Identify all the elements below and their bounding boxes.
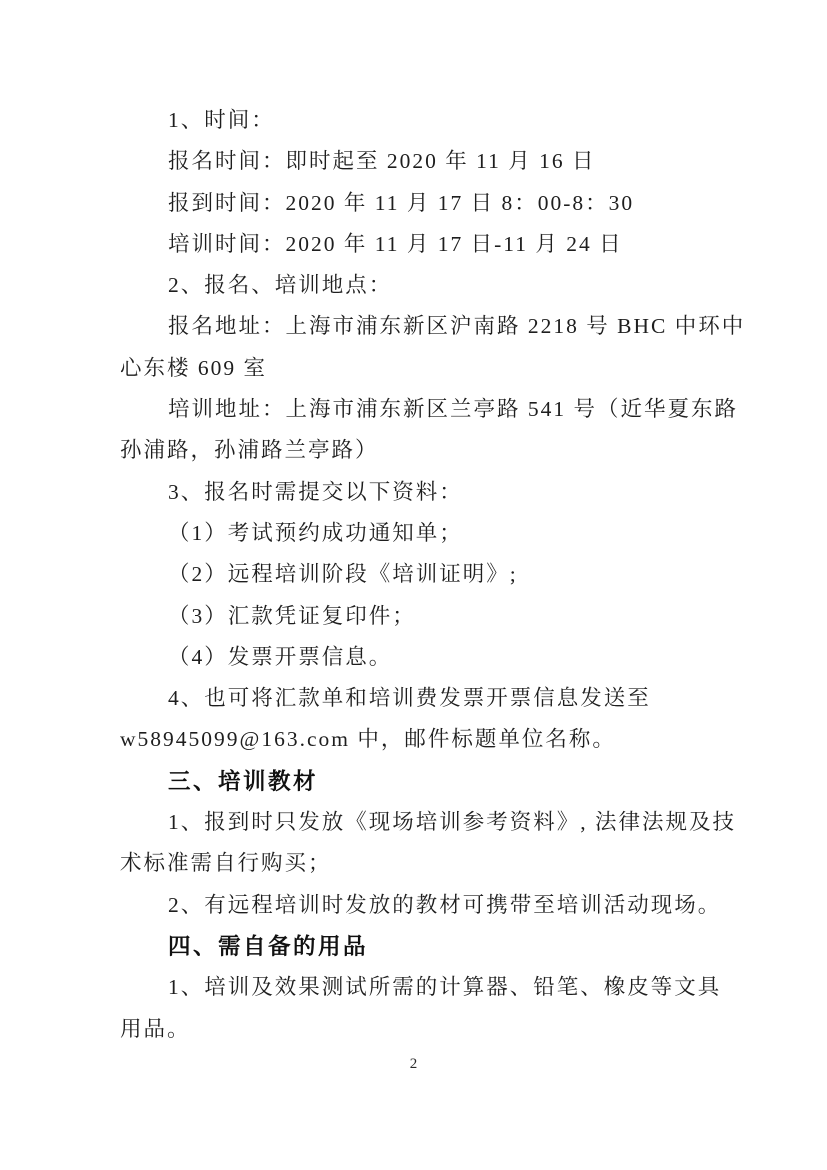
section-heading-training-materials: 三、培训教材 [168, 768, 319, 794]
line-checkin-time: 报到时间：2020 年 11 月 17 日 8：00-8：30 [168, 190, 635, 215]
line-required-document-4: （4）发票开票信息。 [168, 644, 393, 669]
line-training-address-2: 孙浦路，孙浦路兰亭路） [120, 438, 379, 463]
line-materials-rule-1a: 1、报到时只发放《现场培训参考资料》, 法律法规及技 [168, 810, 737, 835]
line-time-heading: 1、时间： [168, 108, 275, 132]
line-required-document-1: （1）考试预约成功通知单； [168, 520, 463, 545]
line-materials-rule-2: 2、有远程培训时发放的教材可携带至培训活动现场。 [168, 892, 722, 917]
line-self-provided-items-1b: 用品。 [120, 1016, 191, 1041]
line-email-option-1: 4、也可将汇款单和培训费发票开票信息发送至 [168, 686, 651, 711]
line-signup-address-1: 报名地址：上海市浦东新区沪南路 2218 号 BHC 中环中 [168, 314, 746, 339]
section-heading-self-provided-items: 四、需自备的用品 [168, 933, 369, 959]
line-required-documents-heading: 3、报名时需提交以下资料： [168, 479, 463, 504]
line-training-time: 培训时间：2020 年 11 月 17 日-11 月 24 日 [168, 231, 623, 256]
line-self-provided-items-1a: 1、培训及效果测试所需的计算器、铅笔、橡皮等文具 [168, 975, 722, 1000]
line-required-document-3: （3）汇款凭证复印件； [168, 603, 416, 628]
line-required-document-2: （2）远程培训阶段《培训证明》; [168, 562, 518, 587]
line-training-address-1: 培训地址：上海市浦东新区兰亭路 541 号（近华夏东路 [168, 397, 739, 422]
line-location-heading: 2、报名、培训地点： [168, 273, 393, 298]
document-body [120, 100, 746, 1050]
page-number: 2 [409, 1056, 418, 1072]
line-signup-time: 报名时间：即时起至 2020 年 11 月 16 日 [168, 149, 596, 174]
line-materials-rule-1b: 术标准需自行购买； [120, 851, 332, 876]
line-email-option-2: w58945099@163.com 中，邮件标题单位名称。 [120, 727, 616, 752]
line-signup-address-2: 心东楼 609 室 [120, 355, 268, 380]
